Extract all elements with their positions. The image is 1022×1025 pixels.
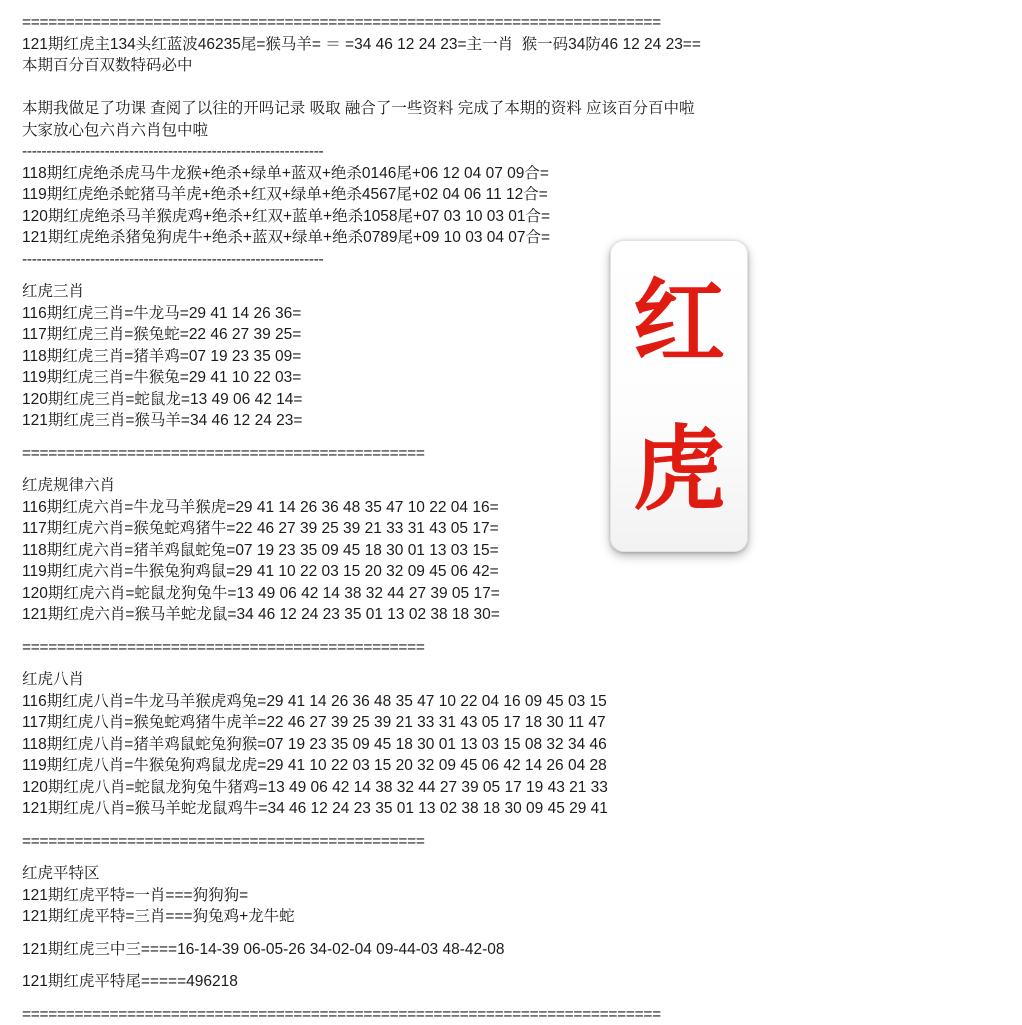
spacer-8 bbox=[22, 852, 932, 863]
separator-top: ========================================================================= bbox=[22, 12, 932, 34]
dash-rule-2: -------------------------------------------------------------- bbox=[22, 249, 932, 271]
jiesha-line-1: 118期红虎绝杀虎马牛龙猴+绝杀+绿单+蓝双+绝杀0146尾+06 12 04 07 09合= bbox=[22, 163, 932, 185]
header-line-1: 121期红虎主134头红蓝波46235尾=猴马羊= ＝ =34 46 12 24 23=主一肖 猴一码34防46 12 24 23== bbox=[22, 34, 932, 56]
separator-bottom: ========================================================================= bbox=[22, 1004, 932, 1025]
spacer-11 bbox=[22, 993, 932, 1004]
baxiao-line-4: 119期红虎八肖=牛猴兔狗鸡鼠龙虎=29 41 10 22 03 15 20 32 09 45 06 42 14 26 04 28 bbox=[22, 755, 932, 777]
card-char-hu: 虎 bbox=[633, 424, 725, 516]
spacer-7 bbox=[22, 820, 932, 831]
sanxiao-line-1: 116期红虎三肖=牛龙马=29 41 14 26 36= bbox=[22, 303, 932, 325]
document-content bbox=[22, 12, 932, 1025]
pingte-line-3: 121期红虎三中三====16-14-39 06-05-26 34-02-04 09-44-03 48-42-08 bbox=[22, 939, 932, 961]
jiesha-line-4: 121期红虎绝杀猪兔狗虎牛+绝杀+蓝双+绿单+绝杀0789尾+09 10 03 04 07合= bbox=[22, 227, 932, 249]
section-title-sanxiao: 红虎三肖 bbox=[22, 281, 932, 303]
sanxiao-line-5: 120期红虎三肖=蛇鼠龙=13 49 06 42 14= bbox=[22, 389, 932, 411]
spacer-1 bbox=[22, 77, 932, 99]
section-title-liuxiao: 红虎规律六肖 bbox=[22, 475, 932, 497]
separator-2: ============================================== bbox=[22, 637, 932, 659]
jiesha-line-2: 119期红虎绝杀蛇猪马羊虎+绝杀+红双+绿单+绝杀4567尾+02 04 06 11 12合= bbox=[22, 184, 932, 206]
baxiao-line-6: 121期红虎八肖=猴马羊蛇龙鼠鸡牛=34 46 12 24 23 35 01 13 02 38 18 30 09 45 29 41 bbox=[22, 798, 932, 820]
spacer-10 bbox=[22, 960, 932, 971]
sanxiao-line-4: 119期红虎三肖=牛猴兔=29 41 10 22 03= bbox=[22, 367, 932, 389]
sanxiao-line-6: 121期红虎三肖=猴马羊=34 46 12 24 23= bbox=[22, 410, 932, 432]
dash-rule-1: -------------------------------------------------------------- bbox=[22, 141, 932, 163]
section-title-baxiao: 红虎八肖 bbox=[22, 669, 932, 691]
spacer-5 bbox=[22, 626, 932, 637]
liuxiao-line-1: 116期红虎六肖=牛龙马羊猴虎=29 41 14 26 36 48 35 47 10 22 04 16= bbox=[22, 497, 932, 519]
baxiao-line-3: 118期红虎八肖=猪羊鸡鼠蛇兔狗猴=07 19 23 35 09 45 18 30 01 13 03 15 08 32 34 46 bbox=[22, 734, 932, 756]
card-char-hong: 红 bbox=[633, 277, 725, 369]
separator-3: ============================================== bbox=[22, 831, 932, 853]
baxiao-line-5: 120期红虎八肖=蛇鼠龙狗兔牛猪鸡=13 49 06 42 14 38 32 44 27 39 05 17 19 43 21 33 bbox=[22, 777, 932, 799]
jiesha-line-3: 120期红虎绝杀马羊猴虎鸡+绝杀+红双+蓝单+绝杀1058尾+07 03 10 03 01合= bbox=[22, 206, 932, 228]
liuxiao-line-4: 119期红虎六肖=牛猴兔狗鸡鼠=29 41 10 22 03 15 20 32 09 45 06 42= bbox=[22, 561, 932, 583]
liuxiao-line-2: 117期红虎六肖=猴兔蛇鸡猪牛=22 46 27 39 25 39 21 33 31 43 05 17= bbox=[22, 518, 932, 540]
baxiao-line-2: 117期红虎八肖=猴兔蛇鸡猪牛虎羊=22 46 27 39 25 39 21 33 31 43 05 17 18 30 11 47 bbox=[22, 712, 932, 734]
liuxiao-line-6: 121期红虎六肖=猴马羊蛇龙鼠=34 46 12 24 23 35 01 13 02 38 18 30= bbox=[22, 604, 932, 626]
intro-line-1: 本期我做足了功课 查阅了以往的开吗记录 吸取 融合了一些资料 完成了本期的资料 应该百分百中啦 bbox=[22, 98, 932, 120]
intro-line-2: 大家放心包六肖六肖包中啦 bbox=[22, 120, 932, 142]
header-line-2: 本期百分百双数特码必中 bbox=[22, 55, 932, 77]
liuxiao-line-5: 120期红虎六肖=蛇鼠龙狗兔牛=13 49 06 42 14 38 32 44 27 39 05 17= bbox=[22, 583, 932, 605]
spacer-3 bbox=[22, 432, 932, 443]
pingte-line-1: 121期红虎平特=一肖===狗狗狗= bbox=[22, 885, 932, 907]
section-title-pingte: 红虎平特区 bbox=[22, 863, 932, 885]
spacer-9 bbox=[22, 928, 932, 939]
sanxiao-line-3: 118期红虎三肖=猪羊鸡=07 19 23 35 09= bbox=[22, 346, 932, 368]
pingte-line-2: 121期红虎平特=三肖===狗兔鸡+龙牛蛇 bbox=[22, 906, 932, 928]
separator-1: ============================================== bbox=[22, 443, 932, 465]
liuxiao-line-3: 118期红虎六肖=猪羊鸡鼠蛇兔=07 19 23 35 09 45 18 30 01 13 03 15= bbox=[22, 540, 932, 562]
spacer-4 bbox=[22, 464, 932, 475]
spacer-2 bbox=[22, 270, 932, 281]
red-tiger-card bbox=[610, 240, 748, 552]
sanxiao-line-2: 117期红虎三肖=猴兔蛇=22 46 27 39 25= bbox=[22, 324, 932, 346]
spacer-6 bbox=[22, 658, 932, 669]
baxiao-line-1: 116期红虎八肖=牛龙马羊猴虎鸡兔=29 41 14 26 36 48 35 47 10 22 04 16 09 45 03 15 bbox=[22, 691, 932, 713]
pingte-line-4: 121期红虎平特尾=====496218 bbox=[22, 971, 932, 993]
